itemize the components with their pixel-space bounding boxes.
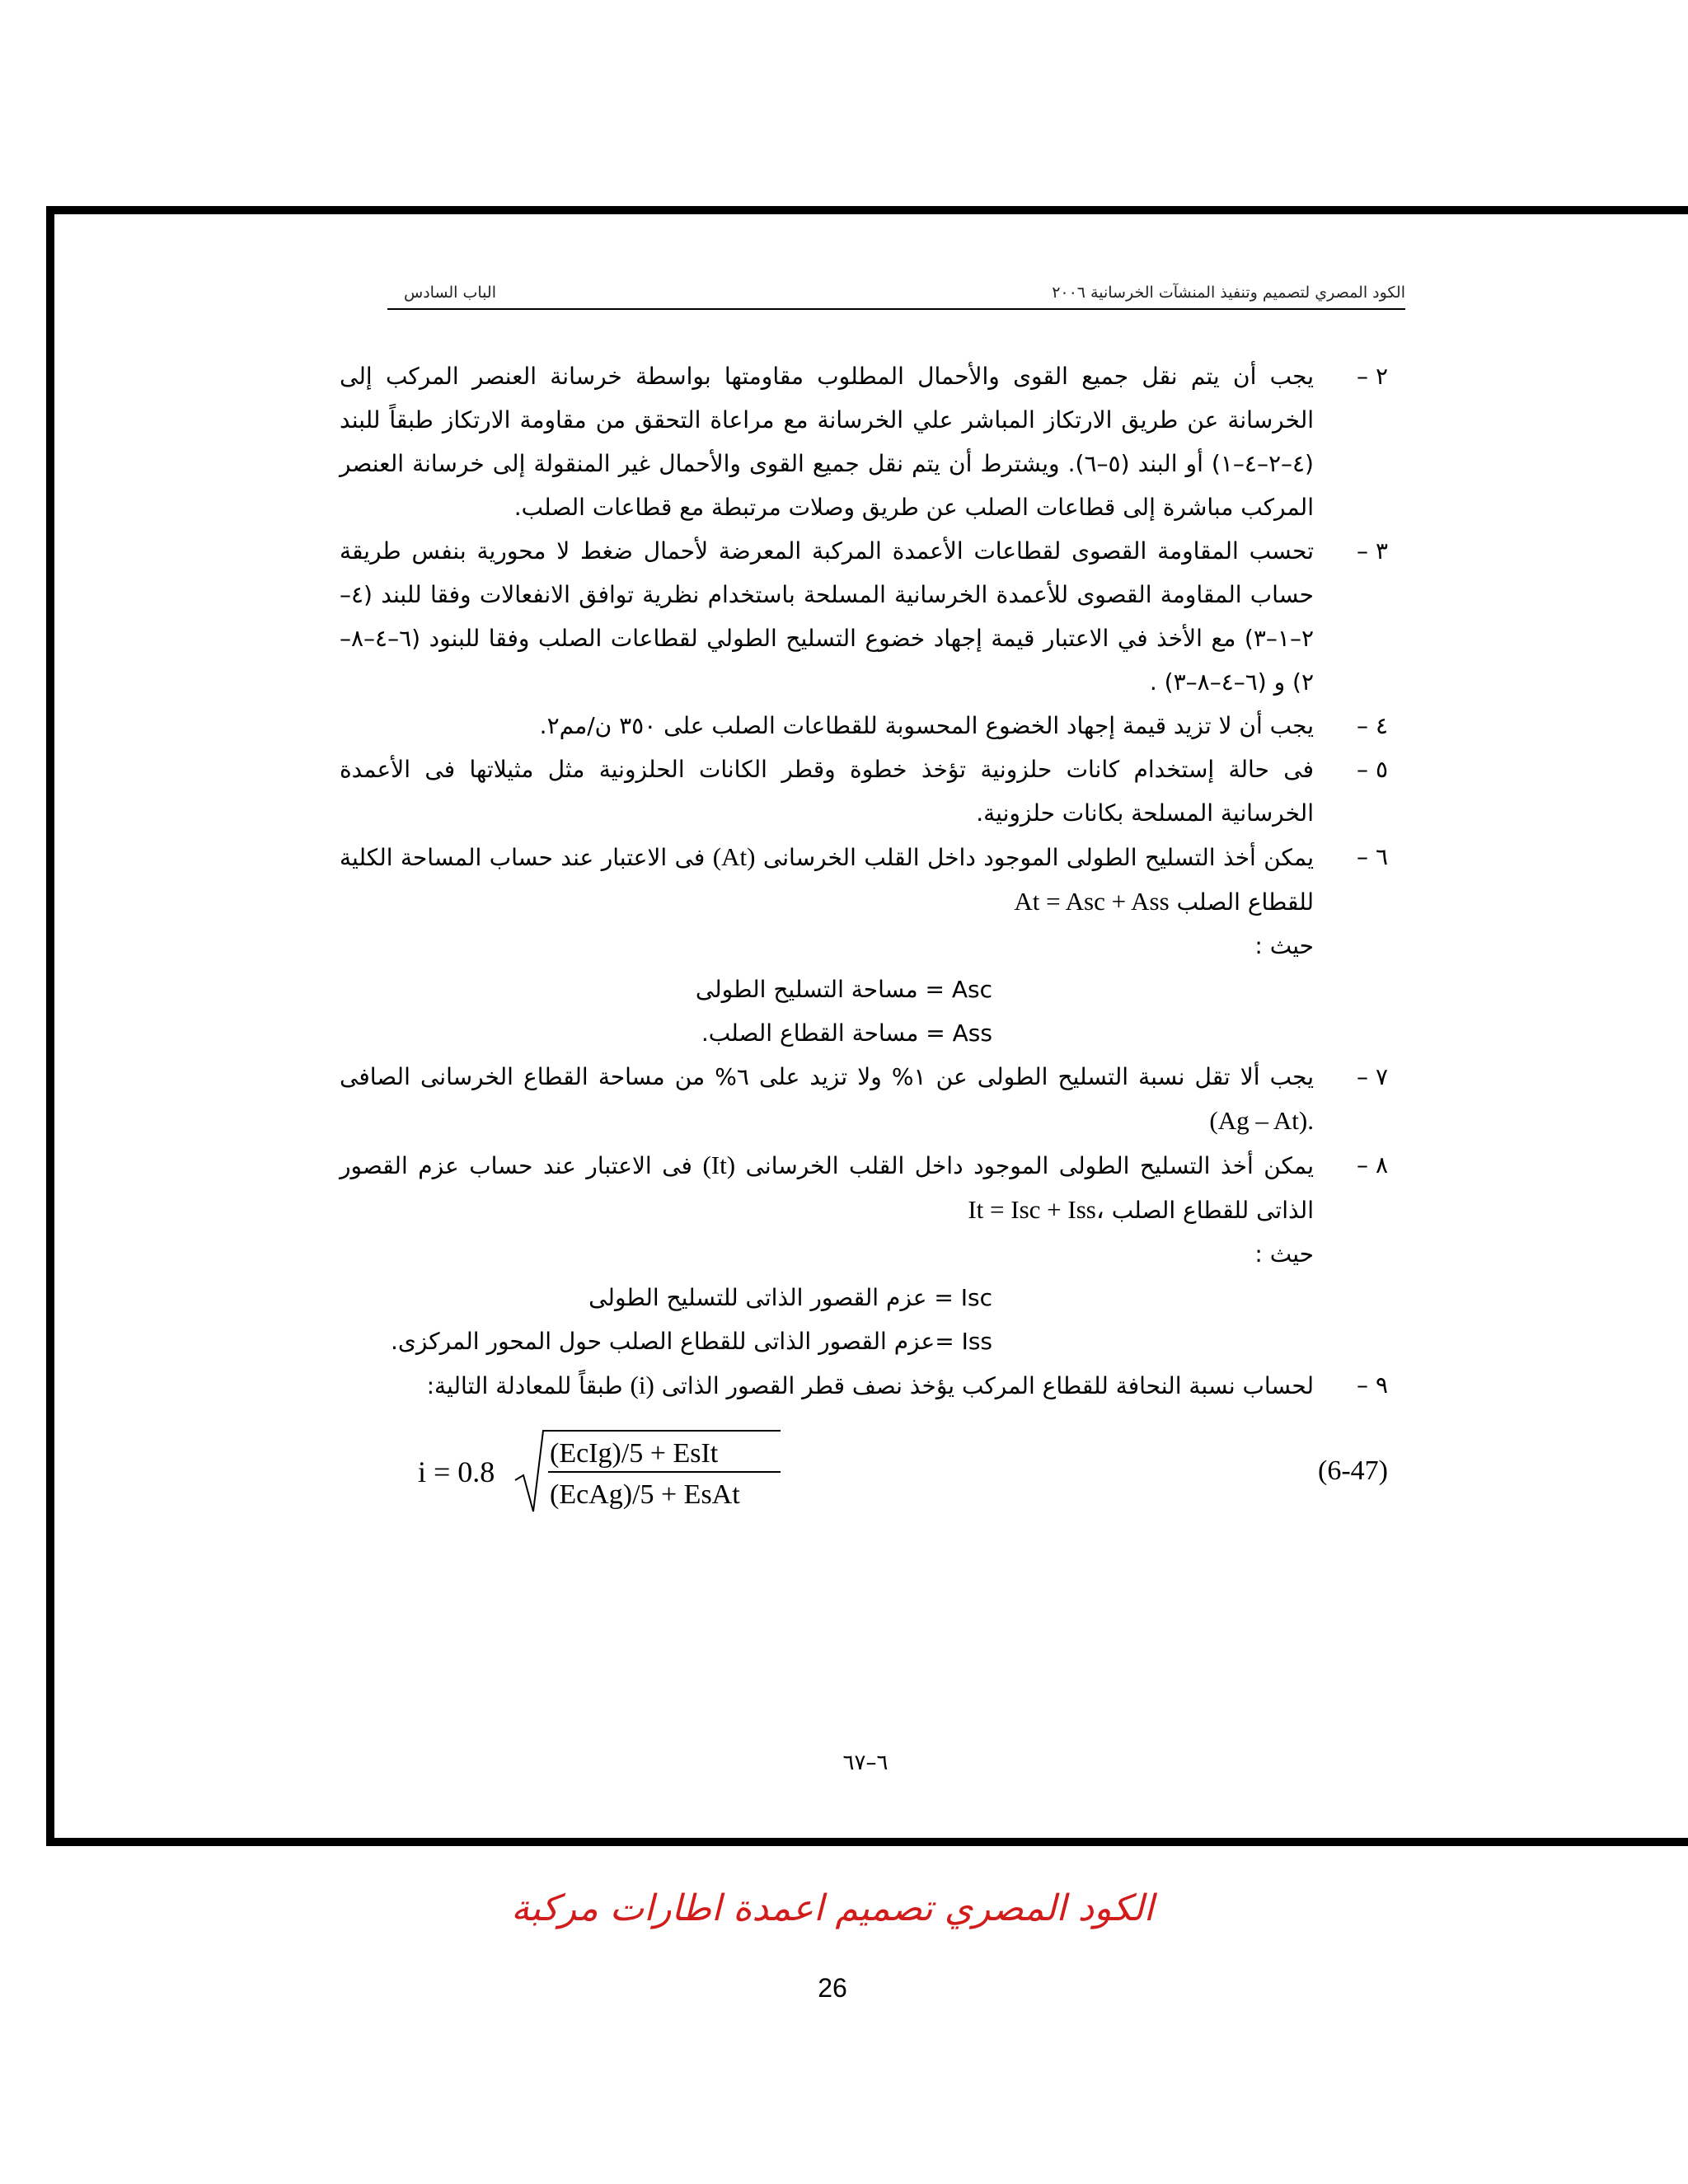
item-number: ٨ – [1357,1151,1388,1179]
item-text: فى حالة إستخدام كانات حلزونية تؤخذ خطوة وقطر الكانات الحلزونية مثل مثيلاتها فى الأعمدة الخرسانية المسلحة بكانات حلزونية. [340,756,1314,827]
definition: Isc = عزم القصور الذاتى للتسليح الطولى [588,1284,992,1311]
item-number: ٦ – [1357,843,1388,870]
equation-lhs: i = 0.8 [418,1455,495,1488]
list-item [340,748,1388,835]
numerator: (EcIg)/5 + EsIt [550,1438,719,1469]
sheet-number: 26 [818,1973,847,2003]
where-label: حيث : [1254,1240,1314,1268]
item-text: فى الاعتبار عند حساب عزم القصور الذاتى للقطاع الصلب [340,1152,1314,1224]
page-body [340,354,1388,1530]
list-item [340,704,1388,748]
symbol: (At) [712,842,756,871]
list-item-6 [340,835,1388,1055]
item-text: يجب أن لا تزيد قيمة إجهاد الخضوع المحسوبة للقطاعات الصلب على ٣٥٠ ن/مم٢. [539,712,1314,739]
symbol: (Ag – At). [1209,1106,1314,1135]
where-label: حيث : [1254,932,1314,959]
list-item-8 [340,1143,1388,1363]
item-number: ٩ – [1357,1371,1388,1399]
definition: Iss =عزم القصور الذاتى للقطاع الصلب حول المحور المركزى. [391,1328,992,1355]
item-text: فى الاعتبار عند حساب المساحة الكلية للقطاع الصلب [340,844,1314,916]
item-number: ٤ – [1357,712,1388,739]
item-text: يمكن أخذ التسليح الطولى الموجود داخل القلب الخرسانى [762,844,1314,871]
list-item [340,354,1388,529]
item-text: يمكن أخذ التسليح الطولى الموجود داخل القلب الخرسانى [745,1152,1314,1179]
page-number: ٦–٦٧ [842,1750,889,1775]
item-text: يجب أن يتم نقل جميع القوى والأحمال المطلوب مقاومتها بواسطة خرسانة العنصر المركب إلى الخرسانة عن طريق الارتكاز المباشر علي الخرسانة مع مراعاة التحقق من مقاومة الارتكاز طبقاً للبند (٤–٢–٤–١) أو البند (٥–٦). ويشترط أن يتم نقل جميع القوى والأحمال غير المنقولة إلى خرسانة العنصر المركب مباشرة إلى قطاعات الصلب عن طريق وصلات مرتبطة مع قطاعات الصلب. [340,363,1314,521]
definition: Asc = مساحة التسليح الطولى [695,976,992,1003]
symbol: (It) [702,1151,736,1179]
formula: At = Asc + Ass [1014,887,1170,916]
page-header [387,284,1405,310]
formula: It = Isc + Iss، [968,1195,1104,1224]
equation-number: (6-47) [1318,1455,1388,1486]
item-text: طبقاً للمعادلة التالية: [426,1372,623,1399]
caption: الكود المصري تصميم اعمدة اطارات مركبة [511,1887,1154,1929]
item-number: ٢ – [1357,363,1388,390]
item-number: ٣ – [1357,537,1388,565]
item-number: ٥ – [1357,756,1388,783]
item-text: تحسب المقاومة القصوى لقطاعات الأعمدة المركبة المعرضة لأحمال ضغط لا محورية بنفس طريقة حساب المقاومة القصوى للأعمدة الخرسانية المسلحة باستخدام نظرية توافق الانفعالات وفقا للبند (٤–٢–١–٣) مع الأخذ في الاعتبار قيمة إجهاد خضوع التسليح الطولي لقطاعات الصلب وفقا للبنود (٦–٤–٨–٢) و (٦–٤–٨–٣) . [340,537,1314,696]
equation [418,1422,846,1534]
item-text: يجب ألا تقل نسبة التسليح الطولى عن ١% ولا تزيد على ٦% من مساحة القطاع الخرسانى الصافى [340,1063,1314,1090]
list-item-9 [340,1363,1388,1408]
chapter-title: الباب السادس [404,284,496,302]
definition: Ass = مساحة القطاع الصلب. [701,1019,992,1047]
list-item [340,529,1388,704]
symbol: (i) [630,1371,654,1399]
equation-row [340,1414,1388,1530]
code-title: الكود المصري لتصميم وتنفيذ المنشآت الخرسانية ٢٠٠٦ [1052,284,1405,302]
item-number: ٧ – [1357,1063,1388,1090]
item-text: لحساب نسبة النحافة للقطاع المركب يؤخذ نصف قطر القصور الذاتى [661,1372,1314,1399]
denominator: (EcAg)/5 + EsAt [550,1479,740,1510]
list-item-7 [340,1055,1388,1143]
equation-graphic [418,1422,846,1521]
